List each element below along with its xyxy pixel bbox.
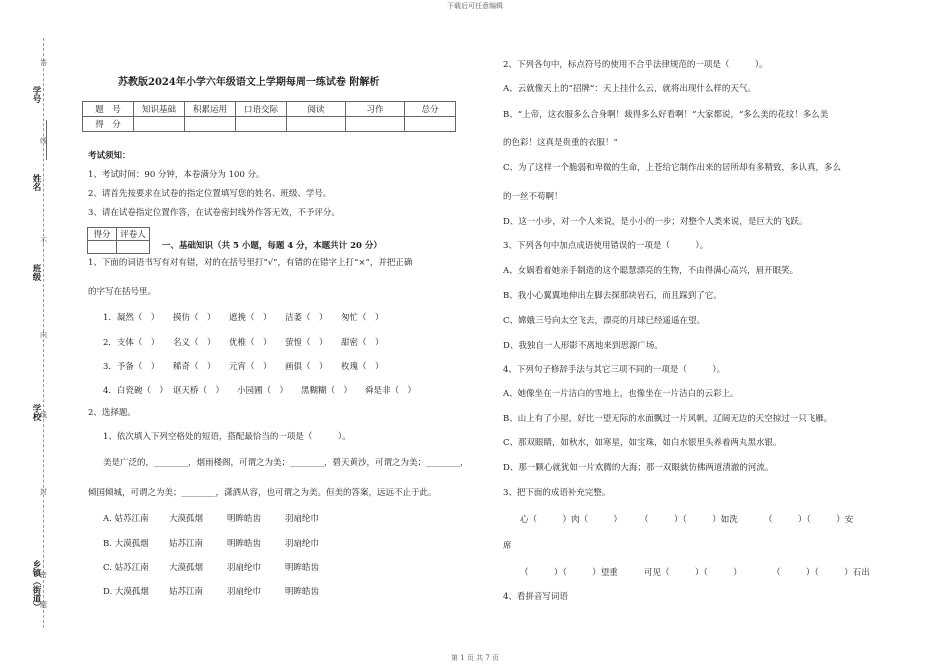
score-header: 题 号 xyxy=(83,102,134,117)
question-text: 4、下列句子修辞手法与其它三项不同的一项是（ ）。 xyxy=(503,365,726,375)
option-text: B、“上帝，这衣服多么合身啊！裁得多么好看啊！”大家都说，“多么美的花纹！多么美 xyxy=(503,110,829,120)
idiom-blank: 心（ ）肉（ ） xyxy=(520,515,623,525)
question-text: 的字写在括号里。 xyxy=(88,287,157,297)
option-text: B、山上有了小屋，好比一望无际的水面飘过一片风帆，辽阔无边的天空掠过一只飞雁。 xyxy=(503,414,833,424)
question-text: 1、下面的词语书写有对有错，对的在括号里打“√”，有错的在错字上打“×”，并把正确 xyxy=(88,258,413,268)
header-note: 下载后可任意编辑 xyxy=(447,2,503,10)
word-item: 摸仿（ ） xyxy=(173,313,216,323)
grader-cell: 评卷人 xyxy=(117,228,150,241)
section-heading: 一、基础知识（共 5 小题，每题 4 分，本题共计 20 分） xyxy=(162,241,382,251)
word-row xyxy=(103,384,429,396)
word-item: 1．凝然（ ） xyxy=(103,313,160,323)
score-cell xyxy=(134,117,185,132)
cut-mark: 线 xyxy=(40,411,47,419)
option-text: B、我小心翼翼地伸出左脚去探那块岩石，而且踩到了它。 xyxy=(503,291,722,301)
option-row xyxy=(103,537,343,549)
option-item: B. 大漠孤烟 xyxy=(103,539,149,549)
option-item: D. 大漠孤烟 xyxy=(103,587,149,597)
score-header: 知识基础 xyxy=(134,102,185,117)
score-header: 积累运用 xyxy=(185,102,236,117)
option-text: 的一丝不苟啊！ xyxy=(503,192,563,202)
option-item: 姑苏江南 xyxy=(169,539,204,549)
option-item: 羽扇纶巾 xyxy=(227,563,262,573)
notice-item: 2、请首先按要求在试卷的指定位置填写您的姓名、班级、学号。 xyxy=(88,189,332,199)
page-title: 苏教版2024年小学六年级语文上学期每周一练试卷 附解析 xyxy=(118,77,380,88)
option-text: A、她像坐在一片洁白的雪地上，也像坐在一片洁白的云彩上。 xyxy=(503,389,739,399)
score-cell xyxy=(236,117,287,132)
word-item: 元宵（ ） xyxy=(229,362,272,372)
option-row xyxy=(103,512,343,524)
grader-cell xyxy=(117,241,150,254)
score-header: 阅读 xyxy=(287,102,346,117)
word-item: 画俱（ ） xyxy=(285,362,328,372)
question-text: 3、把下面的成语补充完整。 xyxy=(503,488,611,498)
score-header: 总分 xyxy=(405,102,456,117)
score-cell xyxy=(346,117,405,132)
word-item: 3．予备（ ） xyxy=(103,362,160,372)
idiom-blank: （ ）（ ）石出 xyxy=(772,568,870,578)
word-item: 名义（ ） xyxy=(173,338,216,348)
word-row xyxy=(103,311,397,323)
option-item: 大漠孤烟 xyxy=(169,563,204,573)
cut-mark: 答 xyxy=(40,59,47,67)
question-text: 1、依次填入下列空格处的短语，搭配最恰当的一项是（ ）。 xyxy=(103,432,351,442)
notice-heading: 考试须知： xyxy=(88,151,131,161)
question-text: 3、下列各句中加点成语使用错误的一项是（ ）。 xyxy=(503,241,709,251)
option-text: C、那双眼睛，如秋水，如寒星，如宝珠，如白水银里头养着两丸黑水银。 xyxy=(503,438,782,448)
cut-mark: 线 xyxy=(40,137,47,145)
option-item: 明眸皓齿 xyxy=(227,539,262,549)
score-cell xyxy=(287,117,346,132)
option-text: A、云就像天上的“招牌”：天上挂什么云，就将出现什么样的天气。 xyxy=(503,84,756,94)
cut-mark: 封 xyxy=(40,488,47,496)
idiom-continuation: 席 xyxy=(503,541,512,551)
option-row xyxy=(103,585,343,597)
word-item: 枚瑰（ ） xyxy=(341,362,384,372)
class-label: 班级 xyxy=(31,264,41,281)
word-item: 优椎（ ） xyxy=(229,338,272,348)
question-text: 倾国倾城，可谓之为美；________，潇洒从容，也可谓之为美。但美的答案，远远不止于此。 xyxy=(88,488,437,498)
notice-item: 3、请在试卷指定位置作答，在试卷密封线外作答无效，不予评分。 xyxy=(88,208,340,218)
option-text: D、这一小步，对一个人来说，是小小的一步；对整个人类来说，是巨大的飞跃。 xyxy=(503,217,808,227)
idiom-blank: 可见（ ）（ ） xyxy=(644,568,742,578)
option-item: 大漠孤烟 xyxy=(169,514,204,524)
page-footer: 第 1 页 共 7 页 xyxy=(450,654,500,662)
word-item: 洁萎（ ） xyxy=(285,313,328,323)
word-item: 甜密（ ） xyxy=(341,338,384,348)
idiom-blank: （ ）（ ）望重 xyxy=(520,568,618,578)
grader-table xyxy=(87,227,150,254)
option-item: 明眸皓齿 xyxy=(227,514,262,524)
cut-mark: 密 xyxy=(40,571,47,579)
option-text: 的色彩！这真是贵重的衣服！” xyxy=(503,138,618,148)
option-text: C、嫦娥三号向太空飞去，漂亮的月球已经遥遥在望。 xyxy=(503,316,706,326)
option-item: C. 姑苏江南 xyxy=(103,563,149,573)
idiom-row xyxy=(520,513,853,525)
word-item: 讴天桥（ ） xyxy=(173,386,225,396)
cut-mark: 题 xyxy=(40,601,47,609)
option-item: 羽扇纶巾 xyxy=(285,514,320,524)
question-text: 2、下列各句中，标点符号的使用不合乎法律规范的一项是（ ）。 xyxy=(503,60,768,70)
student-id-label: 学号 xyxy=(31,86,41,103)
question-text: 美是广泛的，________，烟雨楼阁，可谓之为美；________，碧天黄沙，可谓之为美；________， xyxy=(103,458,469,468)
question-text: 2、选择题。 xyxy=(88,408,136,418)
question-text: 4、看拼音写词语 xyxy=(503,592,568,602)
option-item: 姑苏江南 xyxy=(169,587,204,597)
score-table xyxy=(82,101,456,132)
notice-item: 1、考试时间：90 分钟，本卷满分为 100 分。 xyxy=(88,170,265,180)
idiom-blank: （ ）（ ）安 xyxy=(764,515,854,525)
grader-cell: 得分 xyxy=(88,228,117,241)
word-item: 2．支体（ ） xyxy=(103,338,160,348)
option-text: A、女娲看着她亲手制造的这个聪慧漂亮的生物，不由得满心高兴，眉开眼笑。 xyxy=(503,266,799,276)
option-item: 明眸皓齿 xyxy=(285,563,320,573)
word-item: 4．白瓷碗（ ） xyxy=(103,386,168,396)
word-item: 萤惶（ ） xyxy=(285,338,328,348)
score-cell xyxy=(185,117,236,132)
option-text: D、我独自一人形影不离地来到思源广场。 xyxy=(503,341,663,351)
cut-mark: 不 xyxy=(40,237,47,245)
score-header: 口语交际 xyxy=(236,102,287,117)
option-row xyxy=(103,561,343,573)
option-text: C、为了这样一个脆弱和卑微的生命，上苍给它制作出来的居所却有多精致，多认真，多么 xyxy=(503,163,842,173)
idiom-blank: （ ）（ ）如洗 xyxy=(640,515,738,525)
school-label: 学校 xyxy=(31,404,41,421)
township-label: 乡镇（街道） xyxy=(31,560,41,611)
score-header: 习作 xyxy=(346,102,405,117)
word-item: 匆忙（ ） xyxy=(341,313,384,323)
option-item: 羽扇纶巾 xyxy=(285,539,320,549)
word-row xyxy=(103,360,397,372)
option-item: A. 姑苏江南 xyxy=(103,514,149,524)
word-row xyxy=(103,336,397,348)
grader-cell xyxy=(88,241,117,254)
score-cell xyxy=(405,117,456,132)
word-item: 黑糊糊（ ） xyxy=(301,386,353,396)
cut-mark: 内 xyxy=(40,331,47,339)
score-row-label: 得 分 xyxy=(83,117,134,132)
name-label: 姓名 xyxy=(31,174,41,191)
option-item: 羽扇纶巾 xyxy=(227,587,262,597)
word-item: 舜是非（ ） xyxy=(365,386,417,396)
word-item: 遮挽（ ） xyxy=(229,313,272,323)
option-text: D、那一颗心就犹如一片欢腾的大海；那一双眼就仿佛两道清澈的河流。 xyxy=(503,463,774,473)
idiom-row xyxy=(520,566,870,578)
word-item: 小园圃（ ） xyxy=(237,386,289,396)
word-item: 稀奇（ ） xyxy=(173,362,216,372)
option-item: 明眸皓齿 xyxy=(285,587,320,597)
